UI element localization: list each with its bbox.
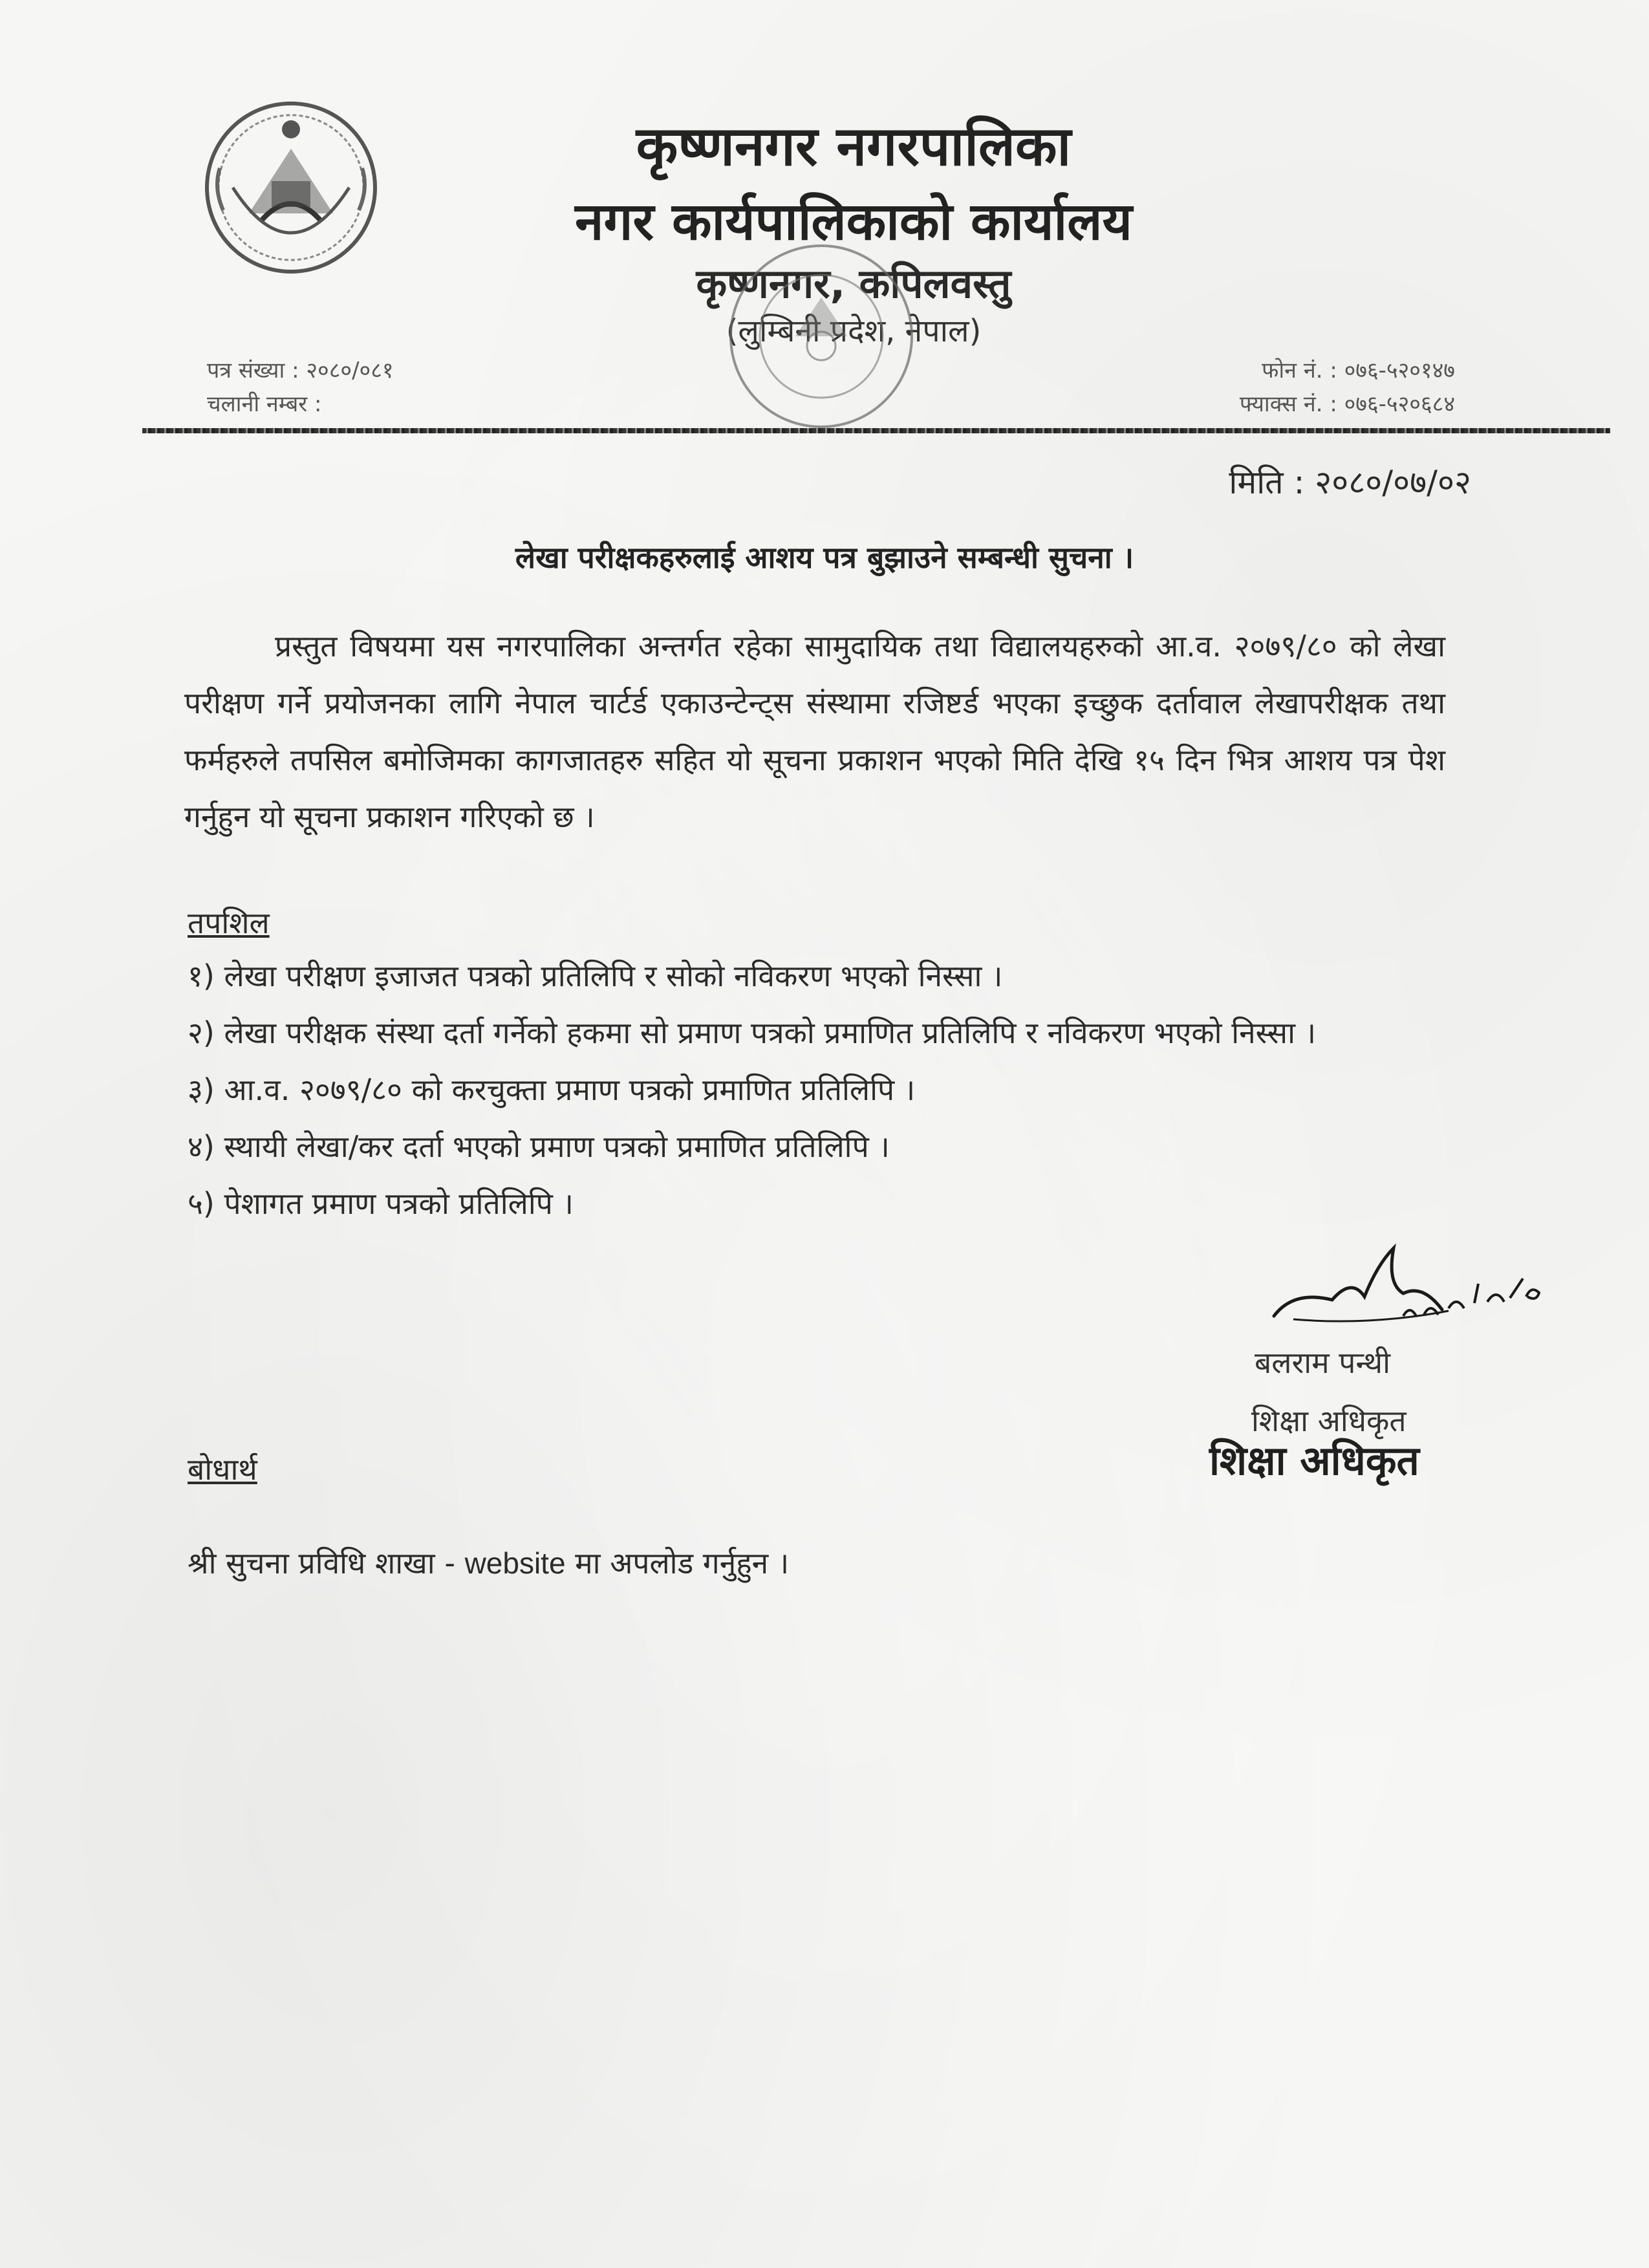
office-seal-stamp [718, 233, 925, 440]
fax-number: फ्याक्स नं. : ०७६-५२०६८४ [1239, 391, 1455, 417]
cc-recipient: श्री सुचना प्रविधि शाखा - [188, 1546, 455, 1581]
required-documents-list [188, 947, 1416, 1232]
handwritten-signature [1255, 1238, 1591, 1342]
office-address: कृष्णनगर, कपिलवस्तु [696, 260, 1011, 307]
notice-body: प्रस्तुत विषयमा यस नगरपालिका अन्तर्गत रहेका सामुदायिक तथा विद्यालयहरुको आ.व. २०७९/८० को लेखा परीक्षण गर्ने प्रयोजनका लागि नेपाल चार्टर्ड एकाउन्टेन्ट्स संस्थामा रजिष्टर्ड भएका इच्छुक दर्तावाल लेखापरीक्षक तथा फर्महरुले तपसिल बमोजिमका कागजातहरु सहित यो सूचना प्रकाशन भएको मिति देखि १५ दिन भित्र आशय पत्र पेश गर्नुहुन यो सूचना प्रकाशन गरिएको छ । [184, 629, 1445, 834]
list-item: ३) आ.व. २०७९/८० को करचुक्ता प्रमाण पत्रको प्रमाणित प्रतिलिपि । [188, 1072, 916, 1107]
province-country: (लुम्बिनी प्रदेश, नेपाल) [726, 313, 982, 349]
designation-stamp: शिक्षा अधिकृत [1209, 1437, 1419, 1484]
letter-date: मिति : २०८०/०७/०२ [1229, 464, 1471, 501]
notice-subject: लेखा परीक्षकहरुलाई आशय पत्र बुझाउने सम्बन्धी सुचना । [515, 540, 1134, 575]
details-heading: तपशिल [188, 905, 270, 940]
header-divider [142, 428, 1610, 433]
cc-heading: बोधार्थ [188, 1452, 257, 1487]
cc-website-word: website [464, 1546, 566, 1580]
municipality-name: कृष्णनगर नगरपालिका [636, 114, 1072, 178]
signatory-designation: शिक्षा अधिकृत [1251, 1403, 1406, 1438]
cc-instruction: मा अपलोड गर्नुहुन । [575, 1546, 790, 1581]
cc-line [188, 1542, 789, 1582]
list-item: ४) स्थायी लेखा/कर दर्ता भएको प्रमाण पत्रको प्रमाणित प्रतिलिपि । [188, 1129, 890, 1164]
phone-number: फोन नं. : ०७६-५२०१४७ [1262, 358, 1455, 383]
list-item: ५) पेशागत प्रमाण पत्रको प्रतिलिपि । [188, 1186, 574, 1221]
office-name: नगर कार्यपालिकाको कार्यालय [575, 191, 1132, 252]
list-item: २) लेखा परीक्षक संस्था दर्ता गर्नेको हकमा सो प्रमाण पत्रको प्रमाणित प्रतिलिपि र नविकरण भएको निस्सा । [188, 1015, 1317, 1050]
letter-number: पत्र संख्या : २०८०/०८१ [207, 358, 394, 383]
dispatch-number: चलानी नम्बर : [207, 391, 322, 417]
list-item: १) लेखा परीक्षण इजाजत पत्रको प्रतिलिपि र सोको नविकरण भएको निस्सा । [188, 958, 1003, 993]
signatory-name: बलराम पन्थी [1255, 1345, 1391, 1380]
